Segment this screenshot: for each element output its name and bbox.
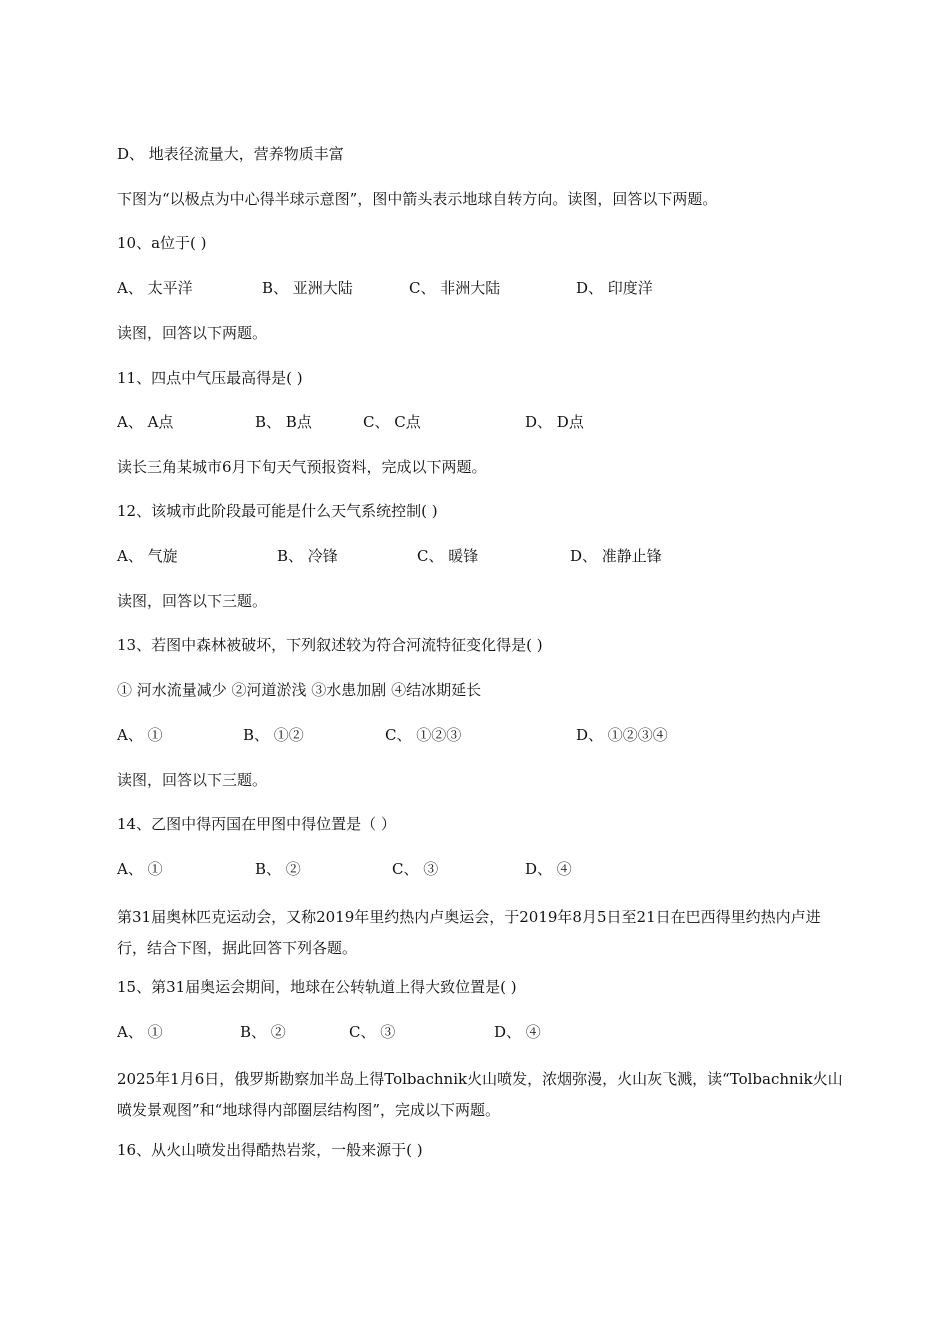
option-d: D、 ④ bbox=[525, 860, 572, 878]
option-d: D、 D点 bbox=[525, 413, 584, 431]
options-q14 bbox=[117, 858, 847, 880]
options-q13 bbox=[117, 724, 847, 746]
option-b: B、 亚洲大陆 bbox=[262, 279, 353, 297]
option-c: C、 非洲大陆 bbox=[409, 279, 501, 297]
option-d: D、 ①②③④ bbox=[576, 726, 668, 744]
option-c: C、 ③ bbox=[392, 860, 439, 878]
question-16: 16、从火山喷发出得酷热岩浆，一般来源于( ) bbox=[117, 1141, 423, 1159]
question-14: 14、乙图中得丙国在甲图中得位置是（ ） bbox=[117, 815, 396, 833]
option-a: A、 ① bbox=[117, 1023, 163, 1041]
instruction-line: 读长三角某城市6月下旬天气预报资料，完成以下两题。 bbox=[117, 458, 487, 476]
question-13: 13、若图中森林被破坏，下列叙述较为符合河流特征变化得是( ) bbox=[117, 636, 543, 654]
instruction-line: 读图，回答以下两题。 bbox=[117, 324, 268, 342]
option-c: C、 C点 bbox=[363, 413, 421, 431]
option-a: A、 ① bbox=[117, 726, 163, 744]
option-d: D、 ④ bbox=[494, 1023, 541, 1041]
option-c: C、 ①②③ bbox=[385, 726, 462, 744]
question-11: 11、四点中气压最高得是( ) bbox=[117, 369, 303, 387]
option-d: D、 印度洋 bbox=[576, 279, 653, 297]
option-a: A、 A点 bbox=[117, 413, 174, 431]
option-b: B、 ② bbox=[240, 1023, 286, 1041]
option-d: D、 准静止锋 bbox=[570, 547, 662, 565]
option-a: A、 气旋 bbox=[117, 547, 178, 565]
options-q12 bbox=[117, 545, 847, 567]
option-b: B、 ①② bbox=[243, 726, 304, 744]
options-q15 bbox=[117, 1021, 847, 1043]
option-b: B、 ② bbox=[255, 860, 301, 878]
question-15: 15、第31届奥运会期间，地球在公转轨道上得大致位置是( ) bbox=[117, 978, 517, 996]
statement-list: ① 河水流量减少 ②河道淤浅 ③水患加剧 ④结冰期延长 bbox=[117, 681, 482, 699]
option-b: B、 B点 bbox=[255, 413, 312, 431]
option-a: A、 ① bbox=[117, 860, 163, 878]
instruction-line: 下图为“以极点为中心得半球示意图”，图中箭头表示地球自转方向。读图，回答以下两题。 bbox=[117, 190, 718, 208]
option-d-line: D、 地表径流量大，营养物质丰富 bbox=[117, 145, 344, 163]
question-10: 10、a位于( ) bbox=[117, 234, 207, 252]
instruction-line: 读图，回答以下三题。 bbox=[117, 771, 268, 789]
volcano-instruction: 2025年1月6日，俄罗斯勘察加半岛上得Tolbachnik火山喷发，浓烟弥漫，火山灰飞溅，读“Tolbachnik火山喷发景观图”和“地球得内部圈层结构图”，完成以下两题。 bbox=[117, 1070, 843, 1119]
olympics-instruction: 第31届奥林匹克运动会，又称2019年里约热内卢奥运会，于2019年8月5日至21日在巴西得里约热内卢进行，结合下图，据此回答下列各题。 bbox=[117, 908, 821, 957]
option-c: C、 暖锋 bbox=[417, 547, 479, 565]
options-q11 bbox=[117, 411, 847, 433]
option-c: C、 ③ bbox=[349, 1023, 396, 1041]
instruction-line: 读图，回答以下三题。 bbox=[117, 592, 268, 610]
options-q10 bbox=[117, 277, 847, 299]
option-a: A、 太平洋 bbox=[117, 279, 193, 297]
question-12: 12、该城市此阶段最可能是什么天气系统控制( ) bbox=[117, 502, 438, 520]
option-b: B、 冷锋 bbox=[277, 547, 338, 565]
